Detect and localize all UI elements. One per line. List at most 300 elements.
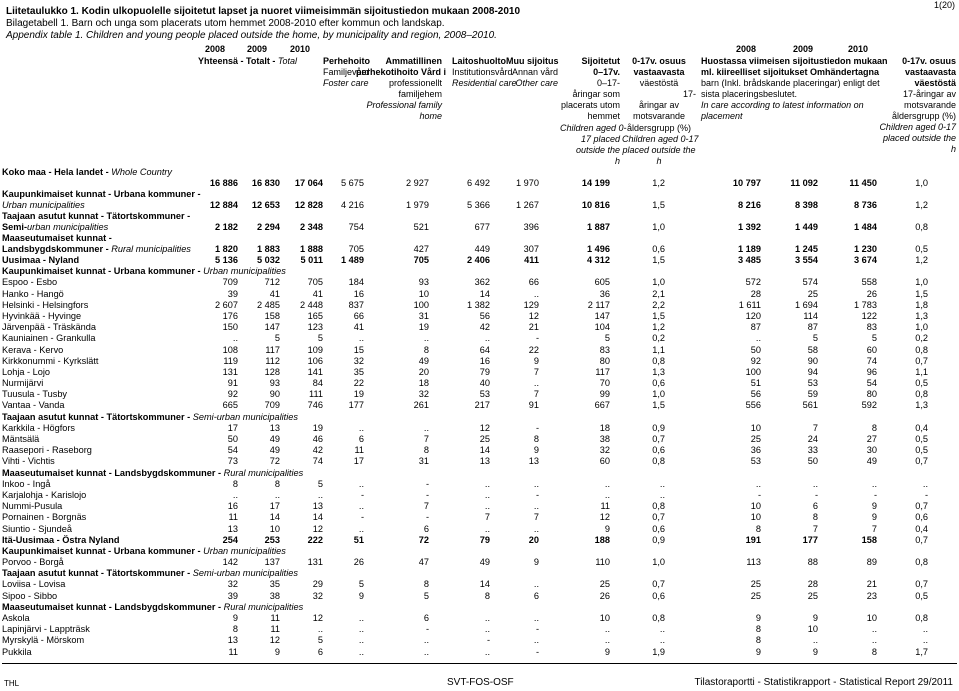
table-row xyxy=(0,389,959,400)
table-cell: 1,0 xyxy=(915,322,928,333)
table-cell: 93 xyxy=(418,277,429,288)
table-cell: 32 xyxy=(418,389,429,400)
table-cell: 10 xyxy=(750,512,761,523)
table-cell: - xyxy=(535,646,539,657)
table-cell: 1,0 xyxy=(915,178,928,188)
group-heading-row xyxy=(0,602,959,613)
table-cell: 1,5 xyxy=(652,310,665,321)
table-cell: 11 092 xyxy=(790,178,818,188)
table-cell: 1 392 xyxy=(738,222,761,232)
table-cell: 8 xyxy=(871,646,877,657)
table-cell: 5 xyxy=(358,579,364,590)
table-cell: 261 xyxy=(413,400,429,411)
table-cell: 14 199 xyxy=(581,178,610,188)
table-cell: 50 xyxy=(227,434,238,444)
table-cell: 12 828 xyxy=(294,200,323,210)
table-cell: 36 xyxy=(750,445,761,456)
table-cell: 7 xyxy=(812,422,818,433)
table-cell: .. xyxy=(274,489,280,500)
table-cell: .. xyxy=(812,478,818,489)
table-cell: 7 xyxy=(533,366,539,377)
table-cell: 8 xyxy=(423,445,429,456)
table-cell: 147 xyxy=(594,310,610,321)
table-cell: 79 xyxy=(479,366,490,377)
row-label: Kauniainen - Grankulla xyxy=(2,333,96,344)
table-cell: 9 xyxy=(604,646,610,657)
table-cell: 0,5 xyxy=(915,445,928,456)
table-row xyxy=(0,647,959,658)
table-cell: 13 xyxy=(227,635,238,646)
table-cell: 6 xyxy=(423,613,429,623)
table-cell: 74 xyxy=(312,456,323,467)
table-cell: 1,8 xyxy=(915,299,928,310)
table-cell: 114 xyxy=(803,310,818,321)
table-cell: 1,2 xyxy=(652,178,665,188)
table-cell: 16 886 xyxy=(209,178,238,188)
table-cell: - xyxy=(535,422,539,433)
table-cell: 165 xyxy=(307,310,323,321)
table-cell: 2 607 xyxy=(215,299,238,310)
table-row xyxy=(0,579,959,590)
table-cell: 111 xyxy=(309,389,323,400)
table-cell: 1 883 xyxy=(257,244,280,254)
table-cell: 7 xyxy=(533,512,539,523)
table-cell: 5 xyxy=(317,478,323,489)
table-cell: 21 xyxy=(528,322,539,333)
table-cell: 42 xyxy=(479,322,490,333)
table-cell: - xyxy=(535,489,539,500)
table-cell: 40 xyxy=(479,378,490,389)
table-cell: .. xyxy=(484,613,490,623)
table-cell: 449 xyxy=(474,244,490,254)
row-label: Kirkkonummi - Kyrkslätt xyxy=(2,355,99,366)
table-cell: 72 xyxy=(269,456,280,467)
table-cell: 9 xyxy=(755,646,761,657)
row-label: Vantaa - Vanda xyxy=(2,400,65,411)
table-cell: 131 xyxy=(222,366,238,377)
page-number: 1(20) xyxy=(933,0,955,10)
table-cell: 20 xyxy=(528,534,539,545)
table-cell: 3 554 xyxy=(795,255,818,265)
table-cell: 0,6 xyxy=(652,523,665,534)
table-cell: 28 xyxy=(750,288,761,299)
header-year-2008: 2008 xyxy=(205,44,226,54)
table-cell: 1,1 xyxy=(915,366,928,377)
table-cell: - xyxy=(360,489,364,500)
group-heading-row xyxy=(0,468,959,479)
table-cell: 16 xyxy=(227,501,238,512)
table-cell: 26 xyxy=(599,590,610,601)
table-cell: 0,7 xyxy=(652,512,665,523)
table-cell: 1,0 xyxy=(652,222,665,232)
table-cell: 0,7 xyxy=(915,534,928,545)
table-cell: .. xyxy=(358,613,364,623)
table-cell: 38 xyxy=(599,434,610,444)
table-cell: - xyxy=(873,489,877,500)
table-cell: .. xyxy=(871,624,877,635)
table-row xyxy=(0,445,959,456)
table-cell: .. xyxy=(533,478,539,489)
table-cell: 46 xyxy=(312,434,323,444)
table-cell: 754 xyxy=(348,222,364,232)
table-cell: - xyxy=(535,624,539,635)
table-cell: 0,2 xyxy=(915,333,928,344)
table-row xyxy=(0,322,959,333)
table-cell: 0,8 xyxy=(915,613,928,623)
table-cell: 1 496 xyxy=(587,244,610,254)
table-cell: 104 xyxy=(594,322,610,333)
table-cell: 31 xyxy=(418,310,429,321)
table-row xyxy=(0,356,959,367)
table-cell: 9 xyxy=(812,613,818,623)
table-cell: 254 xyxy=(222,534,238,545)
table-cell: 131 xyxy=(307,557,323,568)
table-cell: 0,6 xyxy=(652,378,665,389)
row-label: Hanko - Hangö xyxy=(2,288,64,299)
table-cell: 56 xyxy=(750,389,761,400)
header-osuus-right: 0-17v. osuus vastaavasta väestöstä 17-åringar av motsvarande åldersgrupp (%) Children aged 0-17 placed outside the h xyxy=(879,56,956,154)
table-cell: 5 366 xyxy=(467,200,490,210)
table-cell: .. xyxy=(755,478,761,489)
table-cell: 1,5 xyxy=(652,200,665,210)
table-cell: 12 884 xyxy=(209,200,238,210)
table-cell: 12 653 xyxy=(251,200,280,210)
table-cell: 7 xyxy=(423,501,429,512)
table-row xyxy=(0,211,959,233)
table-cell: 1 189 xyxy=(738,244,761,254)
table-row xyxy=(0,479,959,490)
table-cell: 99 xyxy=(599,389,610,400)
table-cell: .. xyxy=(533,378,539,389)
table-cell: 158 xyxy=(264,310,280,321)
table-cell: .. xyxy=(232,333,238,344)
table-cell: 0,7 xyxy=(915,501,928,512)
table-cell: 605 xyxy=(594,277,610,288)
table-cell: 1,5 xyxy=(652,400,665,411)
table-row xyxy=(0,277,959,288)
row-label: Lohja - Lojo xyxy=(2,366,51,377)
table-cell: .. xyxy=(922,624,928,635)
table-cell: 18 xyxy=(599,422,610,433)
table-cell: .. xyxy=(358,501,364,512)
table-cell: 0,5 xyxy=(915,378,928,389)
row-label: Kaupunkimaiset kunnat - Urbana kommuner - Urban municipalities xyxy=(2,545,286,556)
table-cell: .. xyxy=(871,635,877,646)
table-cell: 188 xyxy=(594,534,610,545)
table-cell: .. xyxy=(604,489,610,500)
row-label: Inkoo - Ingå xyxy=(2,478,51,489)
table-cell: .. xyxy=(484,489,490,500)
table-cell: 1,0 xyxy=(652,557,665,568)
header-muu: Muu sijoitus Annan vård Other care xyxy=(506,56,559,88)
table-cell: 53 xyxy=(750,456,761,467)
table-cell: 5 675 xyxy=(341,178,364,188)
table-cell: 94 xyxy=(807,366,818,377)
row-label: Hyvinkää - Hyvinge xyxy=(2,310,82,321)
table-cell: 25 xyxy=(807,590,818,601)
table-cell: 19 xyxy=(418,322,429,333)
group-heading-row xyxy=(0,266,959,277)
row-label: Sipoo - Sibbo xyxy=(2,590,58,601)
table-cell: 6 xyxy=(812,501,818,512)
row-label: Karkkila - Högfors xyxy=(2,422,76,433)
table-cell: 84 xyxy=(312,378,323,389)
table-cell: 0,7 xyxy=(652,579,665,590)
table-cell: 8 xyxy=(423,579,429,590)
table-cell: 0,8 xyxy=(915,344,928,355)
table-cell: 22 xyxy=(353,378,364,389)
row-label: Maaseutumaiset kunnat - Landsbygdskommuner - Rural municipalities xyxy=(2,467,304,478)
row-label: Itä-Uusimaa - Östra Nyland xyxy=(2,534,120,545)
table-cell: 2 348 xyxy=(300,222,323,232)
table-cell: 572 xyxy=(745,277,761,288)
row-label: Mäntsälä xyxy=(2,434,40,444)
table-cell: 1 979 xyxy=(406,200,429,210)
table-cell: 28 xyxy=(807,579,818,590)
table-cell: 100 xyxy=(413,299,429,310)
table-cell: 73 xyxy=(227,456,238,467)
table-cell: .. xyxy=(423,635,429,646)
table-cell: 8 xyxy=(533,434,539,444)
group-heading-row xyxy=(0,568,959,579)
table-cell: 141 xyxy=(307,366,323,377)
table-cell: 5 xyxy=(317,635,323,646)
table-cell: 25 xyxy=(807,288,818,299)
table-cell: 837 xyxy=(348,299,364,310)
table-cell: 362 xyxy=(474,277,490,288)
table-cell: 0,9 xyxy=(652,422,665,433)
table-cell: 88 xyxy=(807,557,818,568)
table-cell: 5 xyxy=(604,333,610,344)
table-cell: 8 xyxy=(423,344,429,355)
table-cell: 667 xyxy=(594,400,610,411)
table-cell: 1,2 xyxy=(915,200,928,210)
header-osuus-left: 0-17v. osuus vastaavasta väestöstä 17- åringar av motsvarande åldersgrupp (%) Children aged 0-17 placed outside the h xyxy=(622,56,699,166)
table-row xyxy=(0,333,959,344)
table-cell: 222 xyxy=(307,534,323,545)
table-cell: 8 xyxy=(812,512,818,523)
table-cell: - xyxy=(425,489,429,500)
table-cell: 26 xyxy=(866,288,877,299)
table-cell: 1,5 xyxy=(915,288,928,299)
title-fi: Liitetaulukko 1. Kodin ulkopuolelle sijoitetut lapset ja nuoret viimeisimmän sijoitustiedon mukaan 2008-2010 xyxy=(6,6,521,17)
table-cell: 6 492 xyxy=(467,178,490,188)
table-cell: 41 xyxy=(269,288,280,299)
table-cell: 712 xyxy=(264,277,280,288)
table-cell: 39 xyxy=(227,590,238,601)
table-cell: 8 xyxy=(274,478,280,489)
table-cell: 35 xyxy=(353,366,364,377)
table-cell: 36 xyxy=(599,288,610,299)
table-cell: .. xyxy=(922,478,928,489)
table-cell: 100 xyxy=(745,366,761,377)
table-cell: 3 674 xyxy=(854,255,877,265)
table-cell: 556 xyxy=(745,400,761,411)
table-cell: 32 xyxy=(312,590,323,601)
table-cell: 49 xyxy=(418,355,429,366)
table-cell: 8 216 xyxy=(738,200,761,210)
table-cell: 592 xyxy=(861,400,877,411)
table-cell: 19 xyxy=(312,422,323,433)
table-cell: 142 xyxy=(222,557,238,568)
table-cell: .. xyxy=(358,635,364,646)
table-cell: 41 xyxy=(312,288,323,299)
table-cell: 110 xyxy=(595,557,610,568)
table-cell: 113 xyxy=(746,557,761,568)
table-cell: .. xyxy=(358,333,364,344)
table-cell: 9 xyxy=(871,512,877,523)
table-row xyxy=(0,524,959,535)
table-cell: 1 230 xyxy=(854,244,877,254)
table-cell: 0,9 xyxy=(652,534,665,545)
table-cell: 6 xyxy=(358,434,364,444)
table-cell: 129 xyxy=(523,299,539,310)
table-cell: 12 xyxy=(599,512,610,523)
table-cell: 38 xyxy=(269,590,280,601)
table-row xyxy=(0,490,959,501)
table-cell: 0,8 xyxy=(915,557,928,568)
table-cell: 1,3 xyxy=(915,310,928,321)
table-cell: 16 xyxy=(479,355,490,366)
table-cell: 106 xyxy=(307,355,323,366)
row-label: Nummi-Pusula xyxy=(2,501,63,512)
table-cell: .. xyxy=(358,478,364,489)
table-cell: 1 611 xyxy=(738,299,761,310)
table-row xyxy=(0,591,959,602)
table-cell: 24 xyxy=(807,434,818,444)
table-cell: 5 xyxy=(871,333,877,344)
table-cell: 90 xyxy=(269,389,280,400)
table-cell: 0,6 xyxy=(652,590,665,601)
table-cell: 11 xyxy=(228,646,238,657)
table-cell: 705 xyxy=(348,244,364,254)
title-en: Appendix table 1. Children and young people placed outside the home, by municipality and region, 2008–2010. xyxy=(6,30,497,41)
table-cell: 705 xyxy=(413,255,429,265)
table-cell: 29 xyxy=(312,579,323,590)
table-cell: 1 449 xyxy=(795,222,818,232)
table-cell: - xyxy=(425,478,429,489)
table-cell: 50 xyxy=(750,344,761,355)
table-cell: .. xyxy=(533,635,539,646)
table-cell: 0,7 xyxy=(915,355,928,366)
table-cell: 109 xyxy=(307,344,323,355)
table-row xyxy=(0,624,959,635)
table-cell: 5 xyxy=(317,333,323,344)
row-label: Maaseutumaiset kunnat - Landsbygdskommuner - Rural municipalities xyxy=(2,601,304,612)
table-cell: 147 xyxy=(264,322,280,333)
table-cell: 90 xyxy=(807,355,818,366)
table-cell: 87 xyxy=(750,322,761,333)
table-cell: 1,0 xyxy=(652,277,665,288)
row-label: Koko maa - Hela landet - Whole Country xyxy=(2,167,173,177)
table-cell: 11 xyxy=(270,624,280,635)
footer-left: THL xyxy=(4,679,20,688)
region-row xyxy=(0,255,959,266)
table-cell: - xyxy=(425,624,429,635)
footer-right: Tilastoraportti - Statistikrapport - Statistical Report 29/2011 xyxy=(694,677,953,688)
table-cell: .. xyxy=(533,501,539,512)
table-cell: 35 xyxy=(269,579,280,590)
table-cell: 5 xyxy=(812,333,818,344)
row-label: Kaupunkimaiset kunnat - Urbana kommuner - Urban municipalities xyxy=(2,266,286,277)
table-cell: - xyxy=(924,489,928,500)
table-cell: 22 xyxy=(528,344,539,355)
region-row xyxy=(0,535,959,546)
row-label: Taajaan asutut kunnat - Tätortskommuner - Semi-urban municipalities xyxy=(2,568,298,579)
table-cell: 8 xyxy=(871,422,877,433)
table-cell: 117 xyxy=(265,344,280,355)
table-cell: 80 xyxy=(866,389,877,400)
table-cell: 12 xyxy=(528,310,539,321)
table-cell: 177 xyxy=(802,534,818,545)
table-cell: .. xyxy=(604,624,610,635)
table-cell: .. xyxy=(484,624,490,635)
table-cell: 6 xyxy=(317,646,323,657)
row-label: Karjalohja - Karislojo xyxy=(2,489,87,500)
table-cell: 217 xyxy=(474,400,490,411)
table-cell: 123 xyxy=(307,322,323,333)
table-cell: 10 xyxy=(866,613,877,623)
table-cell: 5 032 xyxy=(257,255,280,265)
table-cell: .. xyxy=(423,422,429,433)
table-cell: 112 xyxy=(265,355,280,366)
table-row xyxy=(0,434,959,445)
table-cell: 2,2 xyxy=(652,299,665,310)
table-cell: .. xyxy=(358,624,364,635)
table-cell: 83 xyxy=(866,322,877,333)
table-cell: .. xyxy=(604,635,610,646)
table-cell: 2 927 xyxy=(406,178,429,188)
group-heading-row xyxy=(0,546,959,557)
table-cell: 91 xyxy=(227,378,238,389)
table-cell: 53 xyxy=(807,378,818,389)
table-cell: .. xyxy=(659,635,665,646)
table-cell: 80 xyxy=(599,355,610,366)
table-cell: 30 xyxy=(866,445,877,456)
table-cell: 18 xyxy=(418,378,429,389)
table-cell: .. xyxy=(922,635,928,646)
table-cell: 25 xyxy=(750,579,761,590)
table-cell: 4 312 xyxy=(587,255,610,265)
table-cell: 7 xyxy=(871,523,877,534)
table-cell: 9 xyxy=(274,646,280,657)
table-cell: 665 xyxy=(222,400,238,411)
table-cell: .. xyxy=(533,288,539,299)
table-cell: 6 xyxy=(423,523,429,534)
header-huostassa: Huostassa viimeisen sijoitustiedon mukaan ml. kiireelliset sijoitukset Omhändertagna barn (Inkl. brådskande placeringar) enligt det sista placeringsbeslutet. In care according to latest information on placement xyxy=(701,56,888,121)
table-row xyxy=(0,423,959,434)
table-cell: 32 xyxy=(599,445,610,456)
table-cell: .. xyxy=(533,579,539,590)
table-cell: 1 489 xyxy=(341,255,364,265)
table-row xyxy=(0,378,959,389)
table-cell: 176 xyxy=(222,310,238,321)
table-cell: 41 xyxy=(353,322,364,333)
table-cell: 0,6 xyxy=(915,512,928,523)
table-cell: 91 xyxy=(528,400,539,411)
row-label: Kaupunkimaiset kunnat - Urbana kommuner - Urban municipalities xyxy=(2,189,201,210)
table-cell: 8 736 xyxy=(854,200,877,210)
table-cell: .. xyxy=(871,478,877,489)
table-cell: 60 xyxy=(866,344,877,355)
row-label: Espoo - Esbo xyxy=(2,277,58,288)
table-cell: 574 xyxy=(802,277,818,288)
table-cell: - xyxy=(425,512,429,523)
table-cell: 13 xyxy=(312,501,323,512)
table-cell: 60 xyxy=(599,456,610,467)
table-cell: 10 xyxy=(750,501,761,512)
table-cell: - xyxy=(814,489,818,500)
